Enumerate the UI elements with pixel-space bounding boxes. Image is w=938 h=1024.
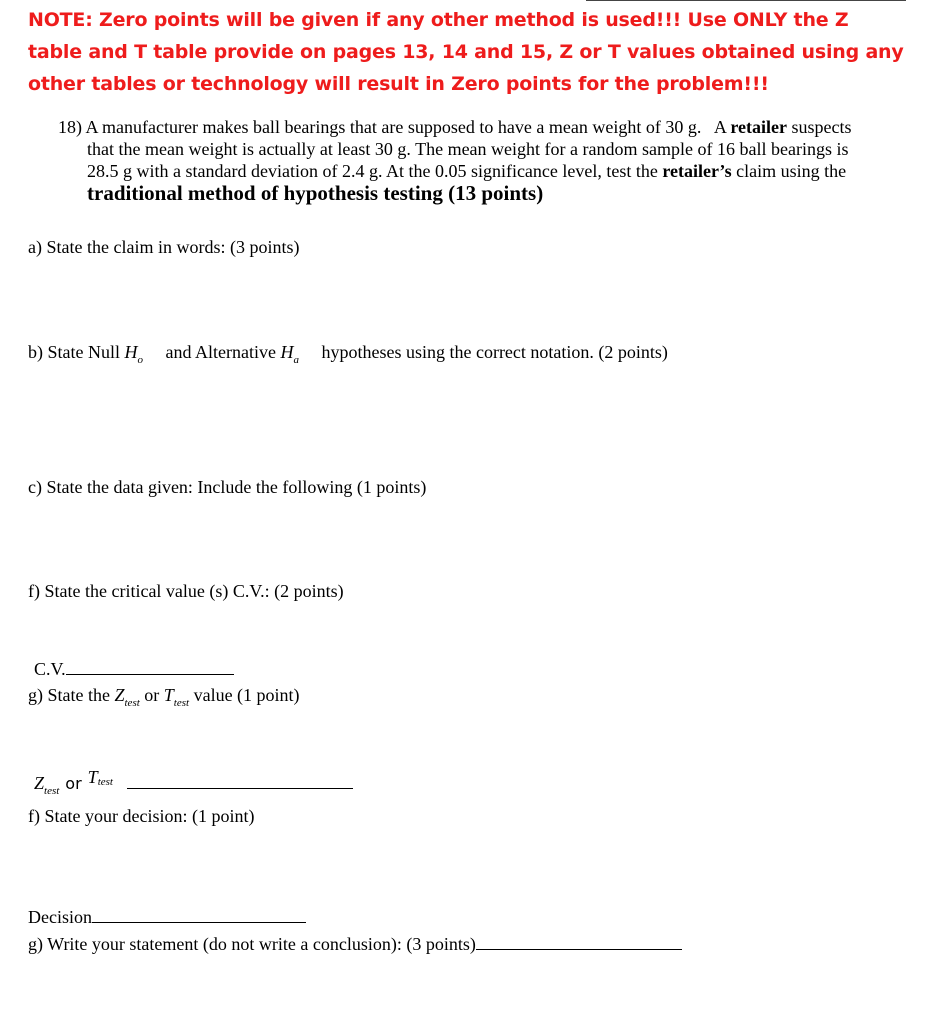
question-retailer: retailer xyxy=(730,117,787,137)
question-18 xyxy=(58,116,878,205)
question-text-3: suspects that the mean weight is actually at least 30 g. The mean weight for a random sample of 16 ball bearings is 28.5 g with a standard deviation of 2.4 g. At the 0.05 significance level, test the xyxy=(87,117,852,181)
z-test-label: Z xyxy=(34,773,45,793)
critical-value-answer-line xyxy=(34,658,234,680)
question-retailers: retailer’s xyxy=(662,161,732,181)
question-body xyxy=(58,116,878,205)
decision-label: Decision xyxy=(28,907,92,927)
part-g-test-value-prompt xyxy=(28,684,300,709)
alt-hypothesis-symbol: H xyxy=(280,342,294,362)
question-number: 18) xyxy=(58,117,82,137)
t-symbol: T xyxy=(163,685,174,705)
test-statistic-answer-line xyxy=(34,768,353,797)
t-test-subscript: test xyxy=(173,697,190,709)
part-b-prefix: b) State Null xyxy=(28,342,120,362)
warning-note: NOTE: Zero points will be given if any other method is used!!! Use ONLY the Z table and T table provide on pages 13, 14 and 15, Z or T values obtained using any other tables or technology will result in Zero points for the problem!!! xyxy=(28,9,904,95)
cv-label: C.V. xyxy=(34,659,66,679)
z-test-label-subscript: test xyxy=(44,785,60,797)
or-text: or xyxy=(144,685,160,705)
t-test-label: T xyxy=(87,767,98,787)
part-b-and: and Alternative xyxy=(165,342,276,362)
part-c-prompt: c) State the data given: Include the following (1 points) xyxy=(28,477,427,497)
question-text-2: A xyxy=(713,117,726,137)
top-divider-line xyxy=(586,0,906,1)
part-a-prompt: a) State the claim in words: (3 points) xyxy=(28,237,300,257)
part-f-decision-prompt: f) State your decision: (1 point) xyxy=(28,806,255,826)
statement-blank[interactable] xyxy=(476,933,682,950)
t-test-label-subscript: test xyxy=(97,776,113,788)
question-text-1: A manufacturer makes ball bearings that are supposed to have a mean weight of 30 g. xyxy=(85,117,702,137)
part-g-statement-text: g) Write your statement (do not write a conclusion): (3 points) xyxy=(28,934,476,954)
decision-answer-line xyxy=(28,906,306,928)
test-statistic-blank[interactable] xyxy=(127,768,353,789)
question-text-4: claim using the xyxy=(736,161,847,181)
question-method: traditional method of hypothesis testing (13 points) xyxy=(87,181,544,205)
cv-blank[interactable] xyxy=(66,658,234,675)
alt-hypothesis-subscript: a xyxy=(293,354,299,366)
null-hypothesis-symbol: H xyxy=(124,342,138,362)
null-hypothesis-subscript: o xyxy=(137,354,143,366)
part-g-suffix: value (1 point) xyxy=(193,685,300,705)
z-test-subscript: test xyxy=(124,697,140,709)
part-g-statement-prompt xyxy=(28,933,682,955)
part-b-suffix: hypotheses using the correct notation. (2 points) xyxy=(321,342,668,362)
z-symbol: Z xyxy=(114,685,125,705)
or-label: or xyxy=(65,774,82,793)
part-b-prompt xyxy=(28,341,668,366)
part-f-critical-value-prompt: f) State the critical value (s) C.V.: (2 points) xyxy=(28,581,344,601)
decision-blank[interactable] xyxy=(92,906,306,923)
part-g-prefix: g) State the xyxy=(28,685,110,705)
